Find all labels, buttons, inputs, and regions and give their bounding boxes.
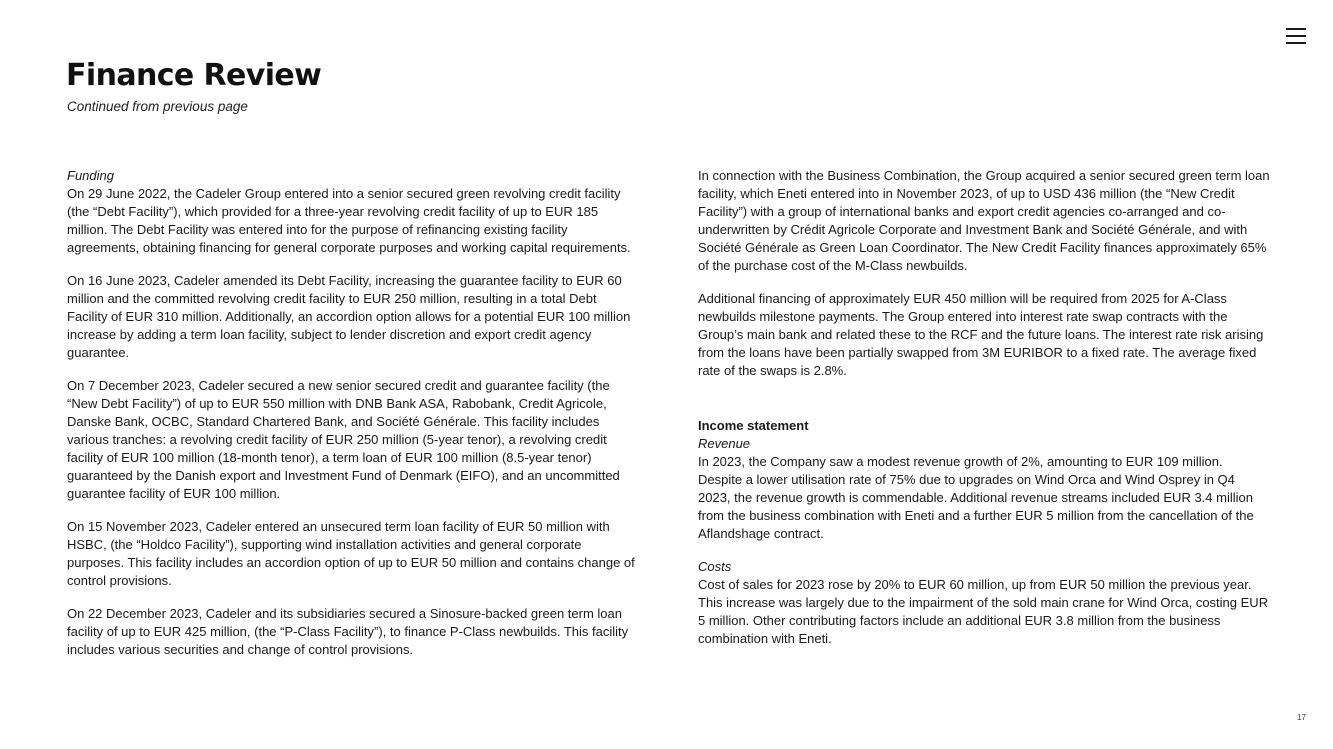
financing-paragraph-2: Additional financing of approximately EUR 450 million will be required from 2025 for A-Class newbuilds milestone payments. The Group entered into interest rate swap contracts with the Group’s main bank and related these to the RCF and the future loans. The interest rate risk arising from the loans have been partially swapped from 3M EURIBOR to a fixed rate. The average fixed rate of the swaps is 2.8%. (698, 291, 1264, 378)
financing-paragraph-1: In connection with the Business Combination, the Group acquired a senior secured green term loan facility, which Eneti entered into in November 2023, of up to USD 436 million (the “New Credit Facility”) with a group of international banks and export credit agencies co-arranged and co-underwritten by Crédit Agricole Corporate and Investment Bank and Société Générale, and with Société Générale as Green Loan Coordinator. The New Credit Facility finances approximately 65% of the purchase cost of the M-Class newbuilds. (698, 168, 1270, 273)
costs-label: Costs (698, 559, 732, 574)
costs-paragraph: Cost of sales for 2023 rose by 20% to EUR 60 million, up from EUR 50 million the previous year. This increase was largely due to the impairment of the sold main crane for Wind Orca, costing EUR 5 million. Other contributing factors include an additional EUR 3.8 million from the business combination with Eneti. (698, 577, 1269, 646)
funding-label: Funding (67, 168, 114, 183)
funding-paragraph-5: On 22 December 2023, Cadeler and its subsidiaries secured a Sinosure-backed green term loan facility of up to EUR 425 million, (the “P-Class Facility”), to finance P-Class newbuilds. This facility includes various securities and change of control provisions. (67, 606, 629, 657)
page-number: 17 (1297, 713, 1306, 722)
funding-paragraph-3: On 7 December 2023, Cadeler secured a new senior secured credit and guarantee facility (the “New Debt Facility”) of up to EUR 550 million with DNB Bank ASA, Rabobank, Credit Agricole, Danske Bank, OCBC, Standard Chartered Bank, and Société Générale. This facility includes various tranches: a revolving credit facility of EUR 250 million (5-year tenor), a revolving credit facility of EUR 100 million (18-month tenor), a term loan of EUR 100 million (8.5-year tenor) guaranteed by the Danish export and Investment Fund of Denmark (EIFO), and an uncommitted guarantee facility of EUR 100 million. (67, 378, 620, 501)
income-statement-heading: Income statement (698, 418, 809, 433)
right-column (698, 167, 1270, 663)
page-title: Finance Review (66, 58, 322, 93)
page-subtitle: Continued from previous page (67, 99, 248, 114)
revenue-paragraph: In 2023, the Company saw a modest revenue growth of 2%, amounting to EUR 109 million. Despite a lower utilisation rate of 75% due to upgrades on Wind Orca and Wind Osprey in Q4 2023, the revenue growth is commendable. Additional revenue streams included EUR 3.4 million from the business combination with Eneti and a further EUR 5 million from the cancellation of the Aflandshage contract. (698, 454, 1254, 541)
left-column (67, 167, 639, 674)
funding-paragraph-1: On 29 June 2022, the Cadeler Group entered into a senior secured green revolving credit facility (the “Debt Facility”), which provided for a three-year revolving credit facility of up to EUR 185 million. The Debt Facility was entered into for the purpose of refinancing existing facility agreements, obtaining financing for general corporate purposes and working capital requirements. (67, 186, 631, 255)
revenue-label: Revenue (698, 436, 751, 451)
hamburger-menu-icon[interactable] (1286, 28, 1306, 45)
funding-paragraph-4: On 15 November 2023, Cadeler entered an unsecured term loan facility of EUR 50 million with HSBC, (the “Holdco Facility”), supporting wind installation activities and general corporate purposes. This facility includes an accordion option of up to EUR 50 million and contains change of control provisions. (67, 519, 635, 588)
funding-paragraph-2: On 16 June 2023, Cadeler amended its Debt Facility, increasing the guarantee facility to EUR 60 million and the committed revolving credit facility to EUR 250 million, resulting in a total Debt Facility of EUR 310 million. Additionally, an accordion option allows for a potential EUR 100 million increase by adding a term loan facility, subject to lender discretion and export credit agency guarantee. (67, 273, 631, 360)
